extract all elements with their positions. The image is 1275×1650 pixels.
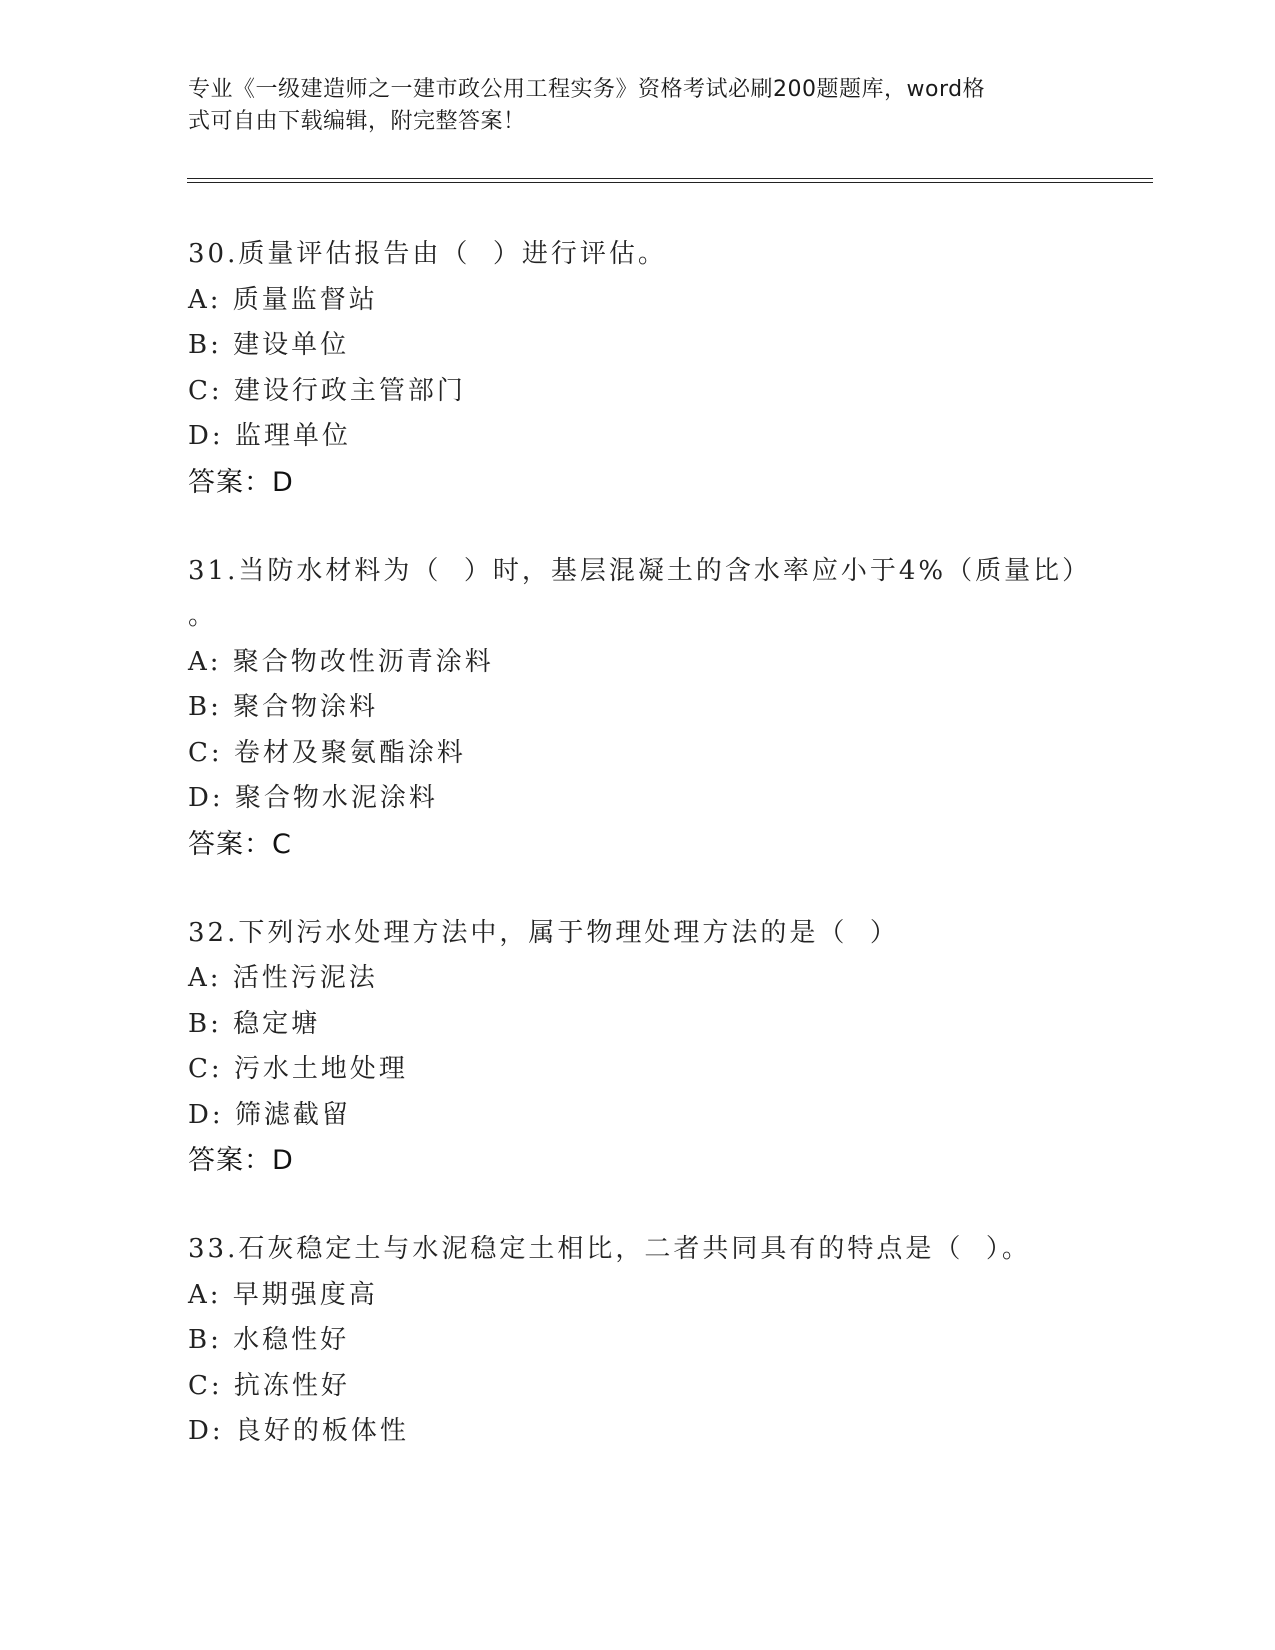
answer-text: 答案：D — [188, 466, 294, 498]
option-d: D: 聚合物水泥涂料 — [188, 783, 438, 813]
option-a: A: 聚合物改性沥青涂料 — [188, 646, 494, 677]
option-c: C: 污水土地处理 — [188, 1054, 408, 1084]
header-line-2: 式可自由下载编辑，附完整答案！ — [188, 109, 526, 134]
option-c: C: 卷材及聚氨酯涂料 — [188, 737, 466, 768]
option-d: D: 监理单位 — [188, 421, 351, 451]
answer-text: 答案：C — [188, 828, 292, 860]
question-text: 32.下列污水处理方法中，属于物理处理方法的是（ ） — [188, 917, 899, 948]
option-a: A: 早期强度高 — [188, 1279, 378, 1310]
option-b: B: 聚合物涂料 — [188, 692, 379, 722]
option-c: C: 建设行政主管部门 — [188, 375, 466, 406]
header-line-1: 专业《一级建造师之一建市政公用工程实务》资格考试必刷200题题库，word格 — [188, 77, 986, 102]
question-32 — [188, 911, 1108, 1184]
answer-text: 答案：D — [188, 1145, 294, 1176]
option-b: B: 建设单位 — [188, 330, 350, 360]
option-a: A: 质量监督站 — [188, 284, 378, 315]
question-text: 31.当防水材料为（ ）时，基层混凝土的含水率应小于4%（质量比） 。 — [188, 555, 1092, 631]
question-31 — [188, 549, 1108, 867]
option-a: A: 活性污泥法 — [188, 963, 378, 993]
question-text: 30.质量评估报告由（ ）进行评估。 — [188, 239, 667, 269]
header-divider — [187, 178, 1153, 183]
option-b: B: 稳定塘 — [188, 1008, 321, 1039]
option-c: C: 抗冻性好 — [188, 1370, 350, 1401]
question-list — [188, 232, 1108, 1499]
question-text: 33.石灰稳定土与水泥稳定土相比，二者共同具有的特点是（ ）。 — [188, 1234, 1031, 1264]
question-30 — [188, 232, 1108, 505]
option-d: D: 筛滤截留 — [188, 1099, 351, 1130]
option-b: B: 水稳性好 — [188, 1325, 350, 1355]
document-header — [188, 74, 1068, 138]
question-33 — [188, 1227, 1108, 1455]
option-d: D: 良好的板体性 — [188, 1416, 409, 1446]
